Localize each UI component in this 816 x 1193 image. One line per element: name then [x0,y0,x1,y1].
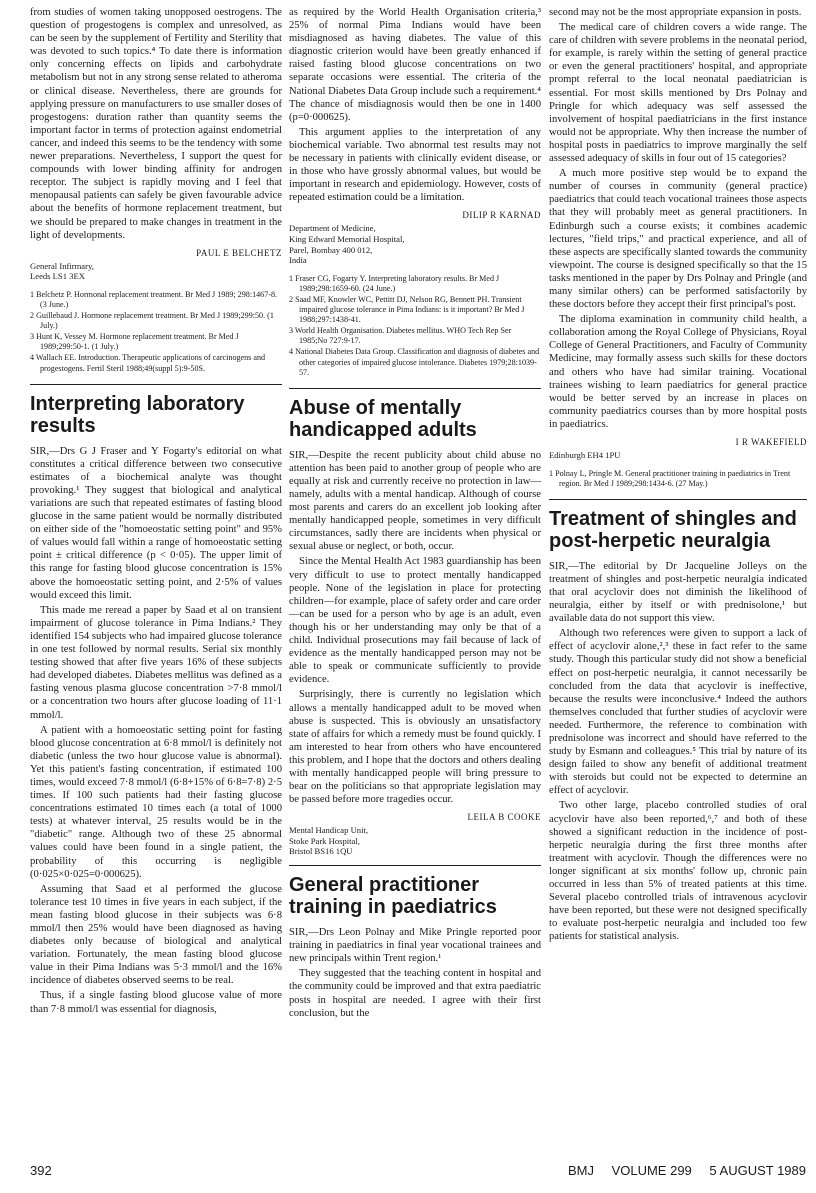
signature: DILIP R KARNAD [462,210,541,221]
reference-item: 2 Saad MF, Knowler WC, Pettitt DJ, Nelson RG, Bennett PH. Transient impaired glucose tolerance in Pima Indians: is it important? Br Med J 1988;297:1438-41. [289,294,525,325]
letter-title: Abuse of mentally handicapped adults [289,396,477,441]
address-line: Bristol BS16 1QU [289,846,353,857]
paragraph: This made me reread a paper by Saad et al on transient impairment of glucose tolerance in Pima Indians.² They identified 154 subjects who had impaired glucose tolerance in one test followed by normal results. Serial six monthly testing showed that after five years 16% of these subjects had developed diabetes. Diabetes mellitus was defined as a fasting venous plasma glucose concentration >7·8 mmol/l or a concentration two hours after glucose loading of 11·1 mmol/l. [30,604,282,721]
paragraph: The medical care of children covers a wide range. The care of children with severe problems in the neonatal period, for example, is rarely within the setting of general practice or even the general practitioners' hospital, and appropriate prompt referral to the local neonatal paediatrician is essential. For most skills mentioned by Drs Polnay and Pringle for which adequacy was self assessed the involvement of hospital paediatricians in the first instance would not be appropriate. Why then increase the number of hospital posts in paediatrics to improve marginally the self assessed adequacy of skills in four out of 15 categories? [549,22,807,165]
reference-item: 3 World Health Organisation. Diabetes mellitus. WHO Tech Rep Ser 1985;No 727:9-17. [289,326,512,346]
paragraph: This argument applies to the interpretation of any biochemical variable. Two abnormal test results may not be necessary in patients with clinically evident disease, or in those who have grossly abnormal values, but would be important in research and epidemiology. However, costs of repeated estimation could be a limitation. [289,126,541,204]
column-3 [549,6,807,946]
letter-title: General practitioner training in paediatrics [289,874,497,919]
paragraph: SIR,—Drs G J Fraser and Y Fogarty's editorial on what constitutes a critical difference between two consecutive estimates of a biochemical analyte was thought provoking.¹ They suggest that biological and analytical variations are such that repeated estimates of fasting blood glucose in the same patient would be normally distributed on either side of the "homoeostatic setting point" and 95% of values would fall within a range of homoeostatic setting point ± critical difference (p < 0·05). The upper limit of this range for fasting blood glucose concentration is 15% above the homoeostatic setting point, and 2·5% of values would exceed this limit. [30,445,282,601]
paragraph: SIR,—The editorial by Dr Jacqueline Jolleys on the treatment of shingles and post-herpetic neuralgia indicated that oral acyclovir does not diminish the likelihood of neuralgia, either by itself or with prednisolone,¹ but available data do not support this view. [549,560,807,625]
letter-abuse-of-mentally-handicapped-adults [289,397,541,857]
address-line: India [289,255,307,266]
paragraph: from studies of women taking unopposed oestrogens. The question of progestogens is complex and unresolved, as can be seen by the supplement of Fertility and Sterility that was devoted to such topics.⁴ To date there is information only concerning effects on lipids and carbohydrate metabolism but not in any strong sense related to atheroma or clinical disease. Nevertheless, there are grounds for applying pressure on manufacturers to use smaller doses of progestogens: duration rather than quantity seems the important factor in terms of protection against endometrial cancer, and indeed this seems to be the tendency with some newer preparations. Nevertheless, I support the quest for compounds with lower binding affinity for androgen receptor. The subject is rapidly moving and I feel that menopausal patients can safely be given favourable advice about the benefits of hormone replacement treatment, but we should be prepared to make changes in treatment in the light of developments. [30,7,282,241]
section-divider [549,499,807,500]
address-line: Leeds LS1 3EX [30,271,85,282]
address-line: Department of Medicine, [289,223,376,234]
letter-interpreting-laboratory-results-continued [289,6,541,378]
paragraph: Assuming that Saad et al performed the glucose tolerance test 10 times in five years in each subject, if the mean fasting blood glucose in their subjects was 6·8 mmol/l then 25% would have been diagnosed as having diabetes only because of biological and analytical variation. Fortunately, the mean fasting blood glucose value in their Pima Indians was 5·3 mmol/l and the 16% incidence of diabetes observed seems to be real. [30,883,282,987]
signature: PAUL E BELCHETZ [196,247,282,258]
paragraph: The diploma examination in community child health, a collaboration among the Royal College of Physicians, Royal College of General Practitioners, and Faculty of Community Medicine, may formally assess such skills for these doctors and others who have had similar training. Vocational trainees wishing to learn paediatrics for general practice would be better served by an increase in places on community paediatrics courses than by more hospital posts in paediatrics. [549,314,807,430]
reference-list [289,274,541,378]
section-divider [289,388,541,389]
journal-name: BMJ [567,1163,594,1178]
reference-item: 4 National Diabetes Data Group. Classification and diagnosis of diabetes and other categories of impaired glucose intolerance. Diabetes 1979;28:1039-57. [289,347,540,377]
paragraph: Surprisingly, there is currently no legislation which allows a mentally handicapped adult to be moved when abuse is suspected. This is obviously an unsatisfactory state of affairs for which a remedy must be found quickly. I am interested to hear from others who have encountered this problem, and I hope that the doctors and others dealing with mentally handicapped people will bring pressure to bear on the politicians so that appropriate legislation may be passed before more tragedies occur. [289,689,541,806]
letter-belchetz-continued [30,6,282,374]
paragraph: Although two references were given to support a lack of effect of acyclovir alone,²,³ these in fact refer to the same study. Though this particular study did not show a beneficial effect on post-herpetic neuralgia, it cannot necessarily be concluded from the data that acyclovir is ineffective, because the results were inconclusive.⁴ Indeed the authors themselves concluded that further studies of acyclovir were needed. Furthermore, the reference to combination with prednisolone was incorrect and should have referred to the study by Esmann and colleagues.⁵ This trial by nature of its design failed to show any benefit of additional treatment with steroids but could not be expected to determine an effect of acyclovir. [549,628,807,797]
section-divider [289,865,541,866]
letter-interpreting-laboratory-results [30,393,282,1016]
paragraph: A patient with a homoeostatic setting point for fasting blood glucose concentration at 6·8 mmol/l is definitely not diabetic (unless the two hour glucose value is abnormal). Yet this patient's fasting concentration, if estimated 100 times, would exceed 7·8 mmol/l (6·8+15% of 6·8=7·8) 2·5 times. If 100 such patients had their fasting glucose concentrations estimated 10 times each (a total of 1000 tests) at whatever interval, 25 results would be in the "diabetic" range. Although two of these 25 abnormal values could have been found in a single patient, the probability of this occurring is negligible (0·025×0·025=0·000625). [30,724,282,880]
address-line: King Edward Memorial Hospital, [289,234,405,244]
letter-title: Interpreting laboratory results [30,392,245,437]
paragraph: SIR,—Despite the recent publicity about child abuse no attention has been paid to another group of people who are equally at risk and currently receive no protection in law—namely, adults with a mental handicap. Although of course most parents and carers do an excellent job looking after mentally handicapped people, sometimes in very difficult circumstances, sadly there are incidents when physical or sexual abuse or neglect, or both, occur. [289,449,541,553]
journal-footer [554,1163,806,1178]
address [30,261,282,282]
address-line: Stoke Park Hospital, [289,835,360,846]
paragraph: SIR,—Drs Leon Polnay and Mike Pringle reported poor training in paediatrics in final year vocational trainees and new principals within Trent region.¹ [289,927,541,965]
paragraph: as required by the World Health Organisation criteria,³ 25% of normal Pima Indians would have been misdiagnosed as having diabetes. The value of this diagnostic criterion would have been greatly enhanced if raised fasting blood glucose concentrations on two separate occasions were essential. The criteria of the National Diabetes Data Group include such a requirement.⁴ The chance of misdiagnosis would then be one in 1400 (p=0·000625). [289,7,541,123]
signature: LEILA B COOKE [467,812,541,823]
reference-item: 1 Fraser CG, Fogarty Y. Interpreting laboratory results. Br Med J 1989;298:1659-60. (24 June.) [289,273,500,293]
reference-item: 1 Belchetz P. Hormonal replacement treatment. Br Med J 1989; 298:1467-8. (3 June.) [30,289,278,309]
address [289,825,541,857]
address-line: Edinburgh EH4 1PU [549,450,621,460]
reference-item: 1 Polnay L, Pringle M. General practitioner training in paediatrics in Trent region. Br Med J 1989;298:1434-6. (27 May.) [549,468,791,488]
reference-item: 3 Hunt K, Vessey M. Hormone replacement treatment. Br Med J 1989;299:50-1. (1 July.) [30,332,239,352]
reference-item: 2 Guillebaud J. Hormone replacement treatment. Br Med J 1989;299:50. (1 July.) [30,311,274,331]
signature: I R WAKEFIELD [735,437,807,447]
address-line: Mental Handicap Unit, [289,825,368,836]
reference-item: 4 Wallach EE. Introduction. Therapeutic applications of carcinogens and progestogens. Fertil Steril 1988;49(suppl 5):9-50S. [30,353,266,373]
address-line: Parel, Bombay 400 012, [289,244,373,255]
paragraph: They suggested that the teaching content in hospital and the community could be improved and that extra paediatric posts in hospital are needed. I agree with their first conclusion, but the [289,968,541,1019]
letter-title: Treatment of shingles and post-herpetic neuralgia [549,507,797,552]
column-2 [289,6,541,1022]
address [549,450,807,461]
paragraph: Thus, if a single fasting blood glucose value of more than 7·8 mmol/l was essential for diagnosis, [30,990,282,1015]
letter-general-practitioner-training [289,874,541,1020]
paragraph: A much more positive step would be to expand the number of courses in community (general practice) paediatrics that could teach vocational trainees those aspects that they will probably meet as general practitioners. In Edinburgh such a course exists; it combines academic lectures, "field trips," and practical experience, and all of these aspects are specifically slanted towards the community viewpoint. The course is designed specifically so that the 15 tasks mentioned in the paper by Drs Polnay and Pringle (and many similar others) can be performed satisfactorily by these doctors before they accept their first principal's post. [549,168,807,311]
letter-treatment-of-shingles [549,508,807,944]
paragraph: second may not be the most appropriate expansion in posts. [549,7,802,18]
address-line: General Infirmary, [30,260,94,271]
letter-general-practitioner-training-continued [549,6,807,489]
reference-list [549,469,807,489]
page-number: 392 [30,1163,52,1178]
journal-date: 5 AUGUST 1989 [709,1163,806,1178]
paragraph: Two other large, placebo controlled studies of oral acyclovir have also been reported,⁶,⁷ and both of these showed a significant reduction in the incidence of post-herpetic neuralgia during the first three months after treatment with acyclovir. Though the differences were no longer significant at six months' follow up, chronic pain occurred in less than 5% of treated patients at this time. Several placebo controlled trials of intravenous acyclovir have been reported, but these were not designed specifically to evaluate post-herpetic neuralgia and included too few patients for statistical analysis. [549,800,807,943]
journal-volume: VOLUME 299 [611,1163,692,1178]
address [289,223,541,265]
reference-list [30,290,282,374]
column-1 [30,6,282,1018]
section-divider [30,384,282,385]
paragraph: Since the Mental Health Act 1983 guardianship has been very difficult to use to protect mentally handicapped people. None of the legislation in place for protecting children—for example, place of safety order and care order—can be used for a person who by age is an adult, even though his or her understanding may only be that of a child. Individual prosecutions may fail because of lack of evidence as the mentally handicapped person may not be able to speak or communicate sufficiently to provide evidence. [289,556,541,686]
